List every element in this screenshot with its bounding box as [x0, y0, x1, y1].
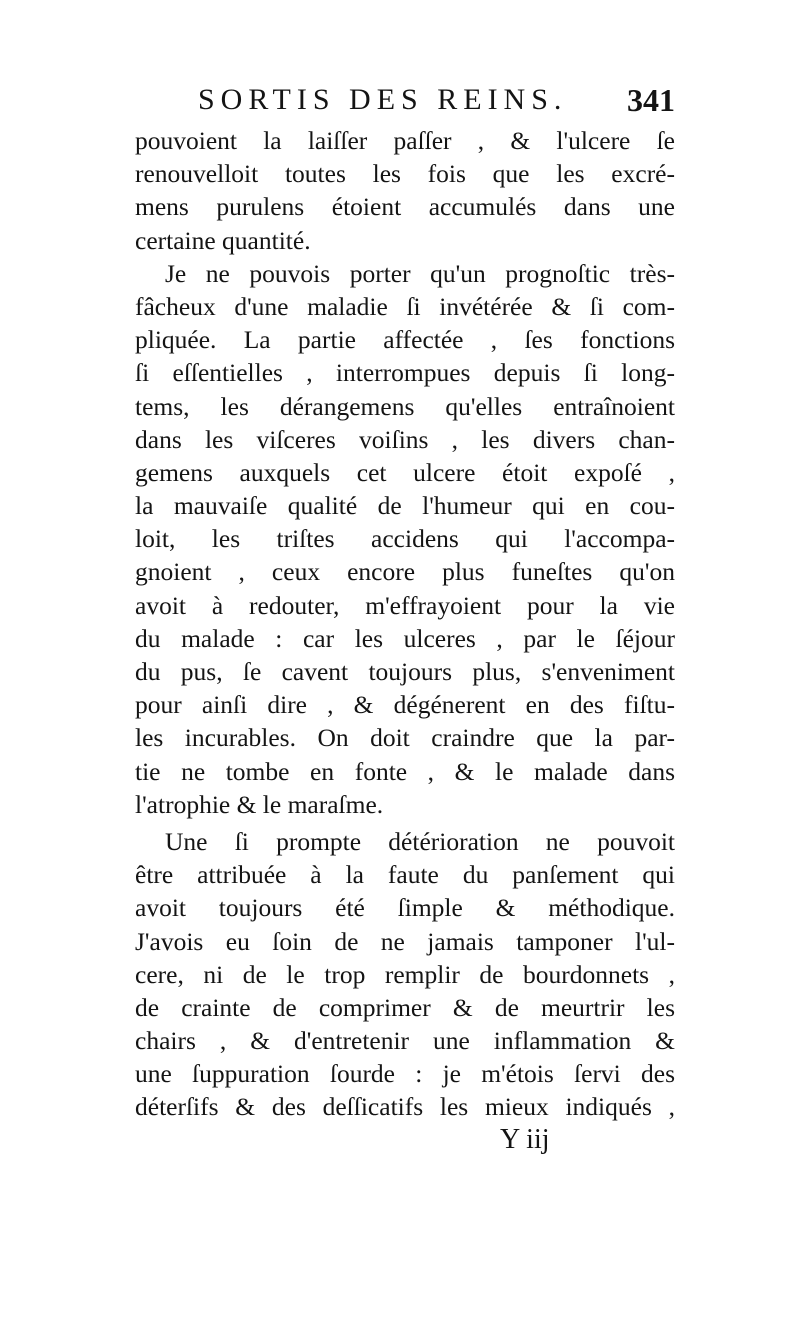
text-line: avoit toujours été ſimple & méthodique. [135, 893, 675, 923]
page-number: 341 [627, 82, 675, 118]
text-line: J'avois eu ſoin de ne jamais tamponer l'ul- [135, 926, 675, 956]
text-line: fâcheux d'une maladie ſi invétérée & ſi com- [135, 291, 675, 321]
text-line: tems, les dérangemens qu'elles entraînoient [135, 391, 675, 421]
text-line: une ſuppuration ſourde : je m'étois ſervi des [135, 1059, 675, 1089]
text-line: gnoient , ceux encore plus funeſtes qu'on [135, 557, 675, 587]
text-line: mens purulens étoient accumulés dans une [135, 192, 675, 222]
text-line: loit, les triſtes accidens qui l'accompa- [135, 524, 675, 554]
running-header [140, 80, 675, 120]
text-line: déterſifs & des deſſicatifs les mieux indiqués , [135, 1092, 675, 1122]
text-line: tie ne tombe en fonte , & le malade dans [135, 756, 675, 786]
text-line: l'atrophie & le maraſme. [135, 789, 384, 819]
body-text [135, 124, 675, 1124]
text-line: gemens auxquels cet ulcere étoit expoſé , [135, 457, 675, 487]
text-line: les incurables. On doit craindre que la par- [135, 723, 675, 753]
text-line: cere, ni de le trop remplir de bourdonnets , [135, 959, 675, 989]
text-line: Une ſi prompte détérioration ne pouvoit [165, 826, 675, 856]
text-line: certaine quantité. [135, 225, 311, 255]
text-line: chairs , & d'entretenir une inflammation & [135, 1026, 675, 1056]
text-line: pour ainſi dire , & dégénerent en des fiſtu- [135, 690, 675, 720]
text-line: du pus, ſe cavent toujours plus, s'enveniment [135, 657, 675, 686]
text-line: Je ne pouvois porter qu'un prognoſtic très- [165, 258, 675, 288]
text-line: dans les viſceres voiſins , les divers chan- [135, 424, 675, 454]
text-line: avoit à redouter, m'effrayoient pour la vie [135, 590, 675, 620]
text-line: pliquée. La partie affectée , ſes fonctions [135, 325, 675, 355]
text-line: être attribuée à la faute du panſement qui [135, 860, 675, 890]
text-line: la mauvaiſe qualité de l'humeur qui en cou- [135, 491, 675, 521]
text-line: renouvelloit toutes les fois que les excré- [135, 159, 675, 189]
running-title: SORTIS DES REINS. [198, 83, 568, 116]
text-line: du malade : car les ulceres , par le ſéjour [135, 623, 675, 653]
text-line: pouvoient la laiſſer paſſer , & l'ulcere ſe [135, 126, 675, 155]
text-line: ſi eſſentielles , interrompues depuis ſi long- [135, 358, 675, 388]
signature-mark: Y iij [500, 1124, 550, 1155]
text-line: de crainte de comprimer & de meurtrir les [135, 992, 675, 1022]
